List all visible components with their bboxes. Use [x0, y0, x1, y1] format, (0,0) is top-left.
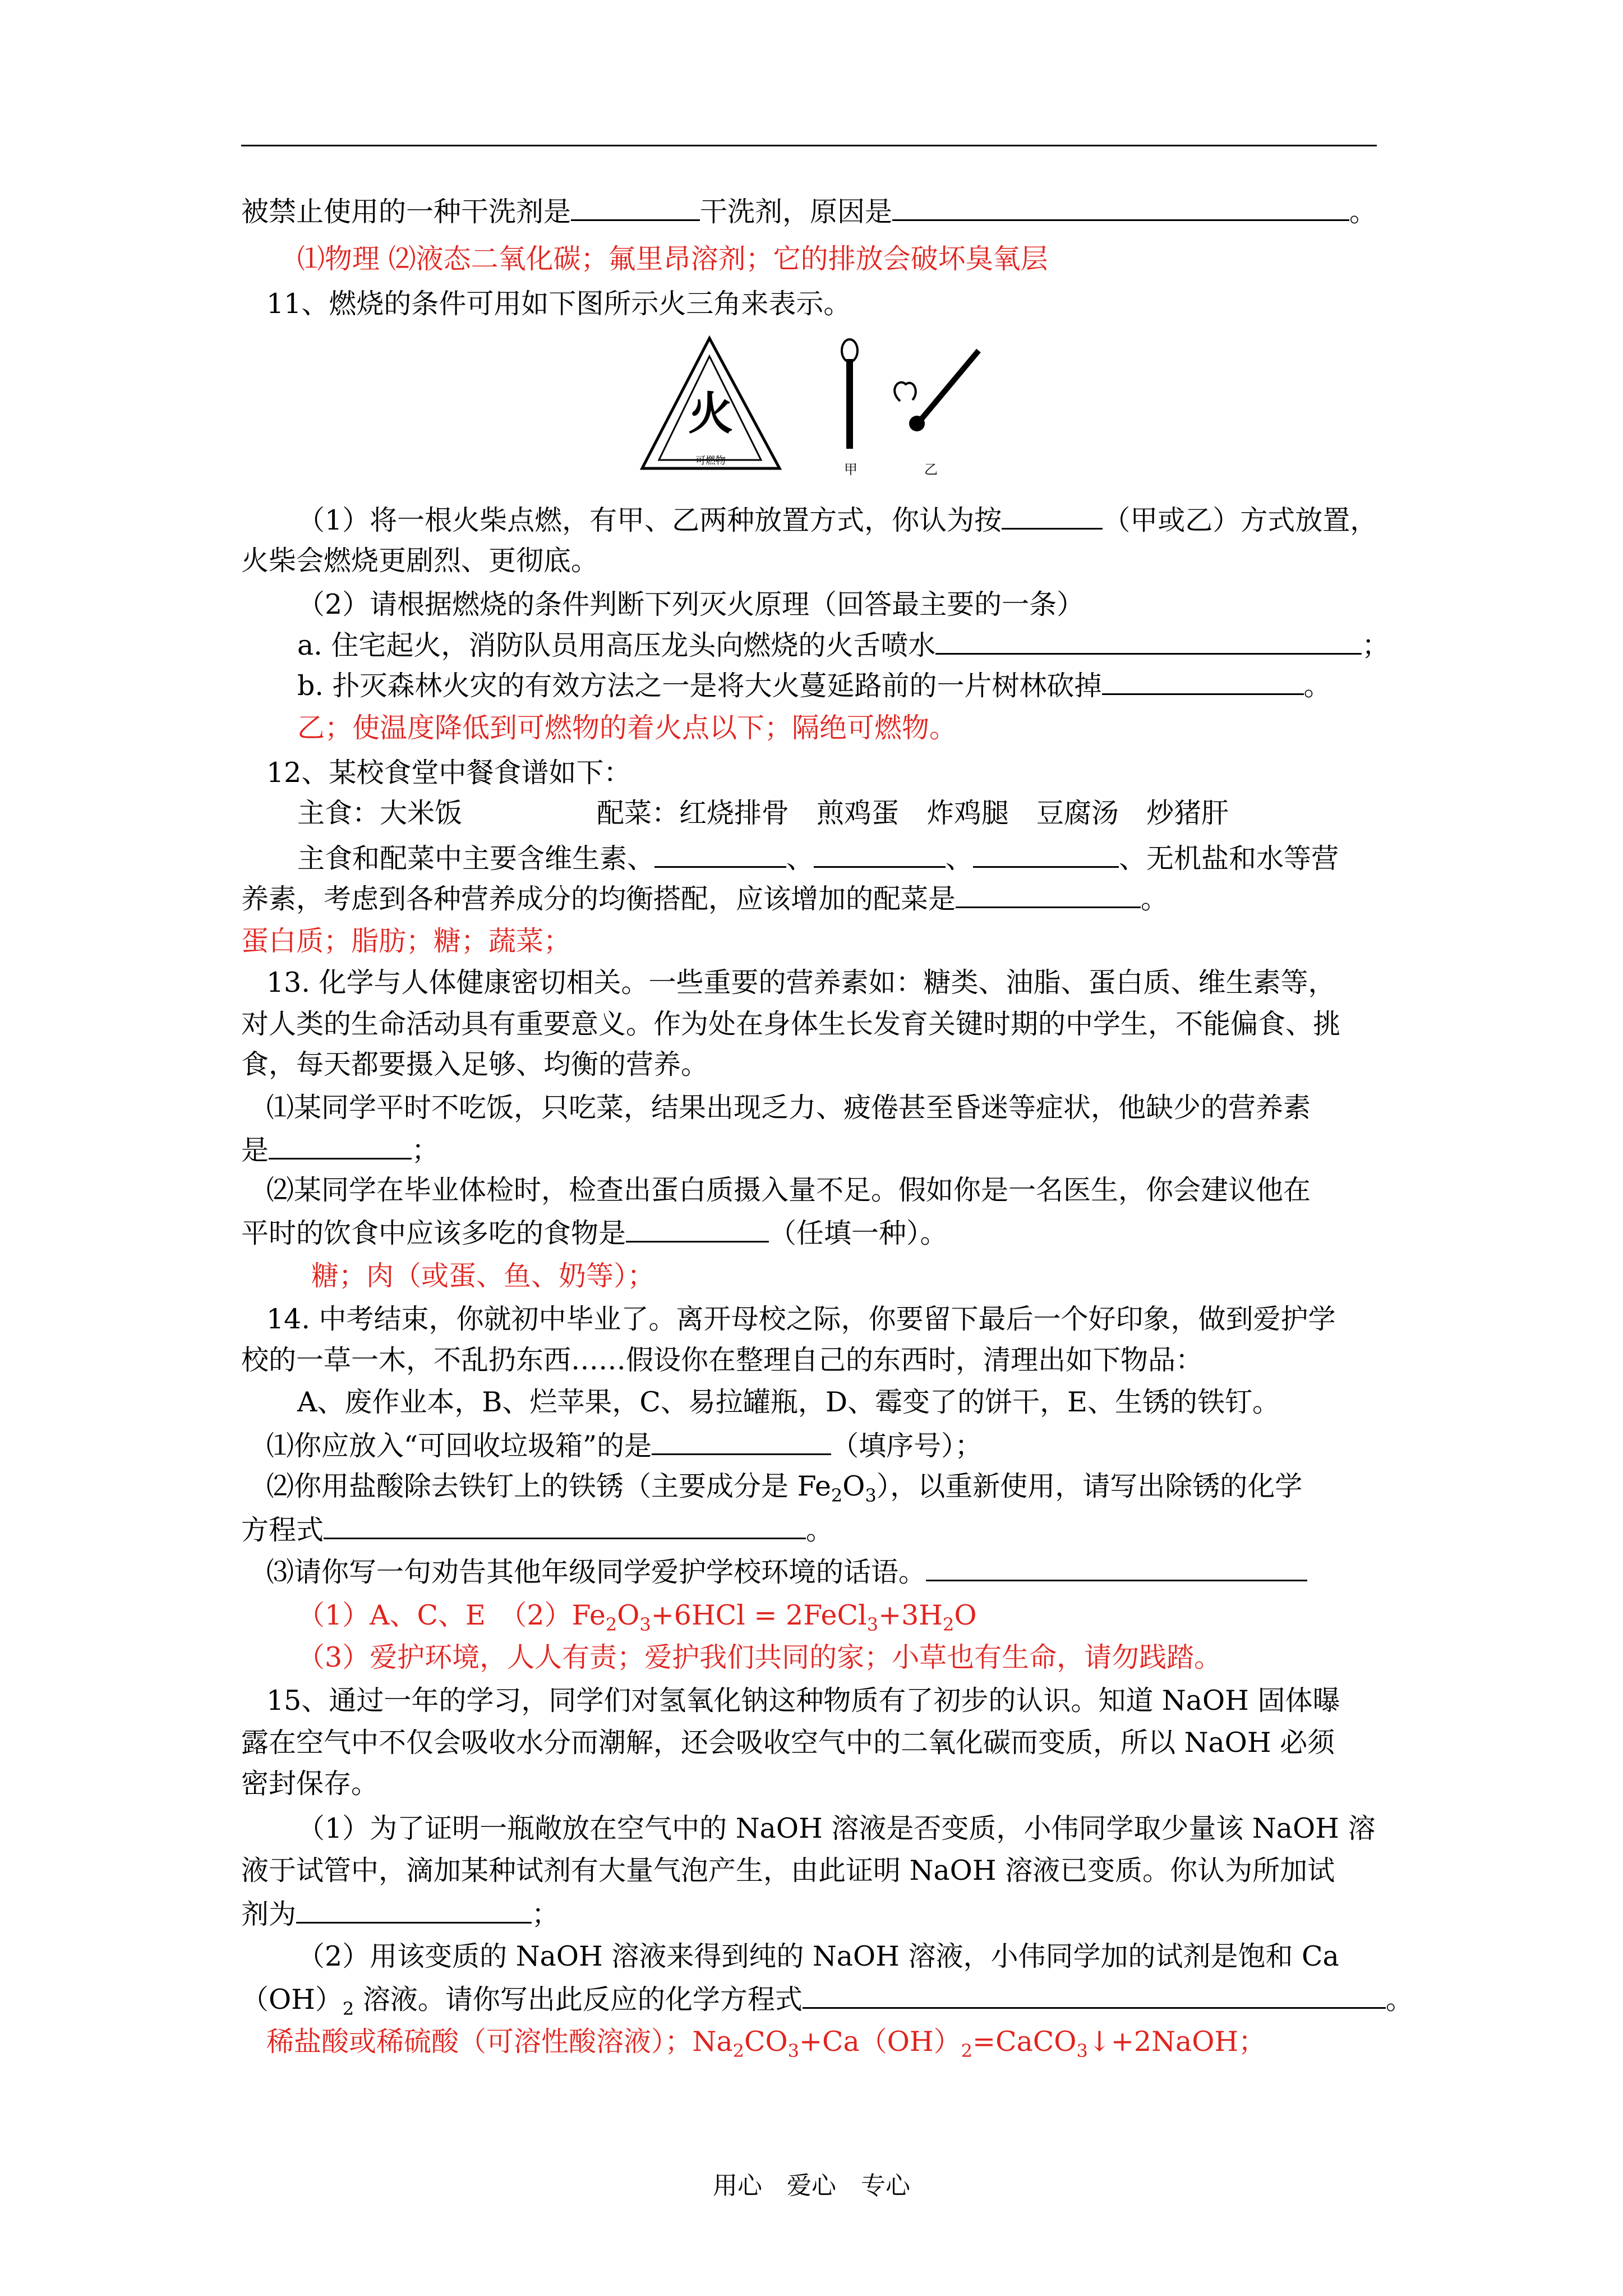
- text-line: 被禁止使用的一种干洗剂是 干洗剂，原因是 。: [241, 194, 1377, 229]
- answer-line: ⑴物理 ⑵液态二氧化碳；氟里昂溶剂；它的排放会破坏臭氧层: [297, 243, 1048, 275]
- text-line: a. 住宅起火，消防队员用高压龙头向燃烧的火舌喷水 ；: [297, 627, 1389, 662]
- question-title: 12、某校食堂中餐食谱如下：: [266, 757, 631, 789]
- text-line: ⑶请你写一句劝告其他年级同学爱护学校环境的话语。: [266, 1554, 1307, 1589]
- answer-line: 糖；肉（或蛋、鱼、奶等）；: [311, 1260, 655, 1292]
- header-rule: [241, 145, 1377, 146]
- text-line: ⑴你应放入“可回收垃圾箱”的是 （填序号）；: [266, 1428, 983, 1463]
- answer-blank[interactable]: [571, 194, 700, 221]
- answer-line: 稀盐酸或稀硫酸（可溶性酸溶液）；$Na_2CO_3+Ca(OH)_2=CaCO_3↓+2NaOH$；: [266, 2026, 1266, 2062]
- answer-blank[interactable]: [814, 840, 946, 868]
- answer-blank[interactable]: [926, 1554, 1307, 1581]
- answer-blank[interactable]: [892, 194, 1349, 221]
- text-line: 主食和配菜中主要含维生素、 、 、 、无机盐和水等营: [297, 840, 1339, 876]
- answer-blank[interactable]: [654, 840, 786, 868]
- triangle-label: 可燃物: [695, 455, 726, 467]
- answer-blank[interactable]: [269, 1132, 412, 1159]
- answer-blank[interactable]: [956, 881, 1141, 908]
- text-line: （1）将一根火柴点燃，有甲、乙两种放置方式，你认为按 （甲或乙）方式放置，: [297, 502, 1377, 537]
- svg-text:火: 火: [688, 388, 733, 440]
- text-line: 15、通过一年的学习，同学们对氢氧化钠这种物质有了初步的认识。知道 NaOH 固体曝: [266, 1685, 1340, 1717]
- text-line: b. 扑灭森林火灾的有效方法之一是将大火蔓延路前的一片树林砍掉 。: [297, 668, 1331, 703]
- label-jia: 甲: [844, 462, 857, 477]
- text-line: （2）用该变质的 NaOH 溶液来得到纯的 NaOH 溶液，小伟同学加的试剂是饱和 Ca: [297, 1940, 1339, 1972]
- text-line: 是 ；: [241, 1132, 439, 1167]
- answer-blank[interactable]: [626, 1215, 769, 1243]
- text-line: 14. 中考结束，你就初中毕业了。离开母校之际，你要留下最后一个好印象，做到爱护学: [266, 1303, 1336, 1335]
- answer-blank[interactable]: [296, 1896, 532, 1924]
- answer-line: （1）A、C、E $(2)Fe_2O_3+6HCl$ = $2FeCl_3+3H_2O$: [297, 1599, 977, 1635]
- text-line: A、废作业本，B、烂苹果，C、易拉罐瓶，D、霉变了的饼干，E、生锈的铁钉。: [297, 1386, 1280, 1418]
- answer-blank[interactable]: [1002, 502, 1103, 530]
- fire-triangle-figure: [637, 334, 995, 480]
- page-footer: 用心 爱心 专心: [713, 2171, 910, 2200]
- answer-blank[interactable]: [652, 1428, 831, 1455]
- text-line: 剂为 ；: [241, 1896, 559, 1931]
- text-line: 液于试管中，滴加某种试剂有大量气泡产生，由此证明 NaOH 溶液已变质。你认为所加试: [241, 1855, 1335, 1887]
- answer-line: 蛋白质；脂肪；糖；蔬菜；: [241, 925, 571, 957]
- text-line: ⑴某同学平时不吃饭，只吃菜，结果出现乏力、疲倦甚至昏迷等症状，他缺少的营养素: [266, 1092, 1311, 1124]
- text-line: ⑵某同学在毕业体检时，检查出蛋白质摄入量不足。假如你是一名医生，你会建议他在: [266, 1174, 1311, 1206]
- text-line: 对人类的生命活动具有重要意义。作为处在身体生长发育关键时期的中学生，不能偏食、挑: [241, 1008, 1341, 1040]
- label-yi: 乙: [924, 462, 938, 477]
- text-line: $(OH)_2$ 溶液。请你写出此反应的化学方程式 。: [241, 1981, 1413, 2026]
- answer-blank[interactable]: [1102, 668, 1304, 695]
- text-line: 火柴会燃烧更剧烈、更彻底。: [241, 545, 599, 577]
- text-line: 露在空气中不仅会吸收水分而潮解，还会吸收空气中的二氧化碳而变质，所以 NaOH 必须: [241, 1727, 1335, 1759]
- answer-blank[interactable]: [973, 840, 1119, 868]
- text-line: （2）请根据燃烧的条件判断下列灭火原理（回答最主要的一条）: [297, 588, 1085, 620]
- text-line: 方程式 。: [241, 1512, 833, 1547]
- answer-blank[interactable]: [935, 627, 1362, 655]
- answer-line: （3）爱护环境，人人有责；爱护我们共同的家；小草也有生命，请勿践踏。: [297, 1641, 1222, 1673]
- text-line: 养素，考虑到各种营养成分的均衡搭配，应该增加的配菜是 。: [241, 881, 1168, 916]
- text-line: 食，每天都要摄入足够、均衡的营养。: [241, 1048, 709, 1080]
- text-line: 密封保存。: [241, 1768, 379, 1800]
- text-line: 校的一草一木，不乱扔东西……假设你在整理自己的东西时，清理出如下物品：: [241, 1344, 1204, 1376]
- text-line: ⑵你用盐酸除去铁钉上的铁锈（主要成分是 $Fe_2O_3$），以重新使用，请写出除锈的化学: [266, 1470, 1303, 1506]
- text-line: 13. 化学与人体健康密切相关。一些重要的营养素如：糖类、油脂、蛋白质、维生素等，: [266, 967, 1336, 999]
- text-line: （1）为了证明一瓶敞放在空气中的 NaOH 溶液是否变质，小伟同学取少量该 NaOH 溶: [297, 1812, 1376, 1844]
- answer-line: 乙；使温度降低到可燃物的着火点以下；隔绝可燃物。: [297, 712, 957, 744]
- text-line: 平时的饮食中应该多吃的食物是 （任填一种）。: [241, 1215, 948, 1250]
- question-title: 11、燃烧的条件可用如下图所示火三角来表示。: [266, 288, 851, 320]
- answer-blank[interactable]: [803, 1981, 1386, 2009]
- answer-blank[interactable]: [324, 1512, 806, 1539]
- text-line: 主食：大米饭 配菜：红烧排骨 煎鸡蛋 炸鸡腿 豆腐汤 炒猪肝: [297, 797, 1229, 829]
